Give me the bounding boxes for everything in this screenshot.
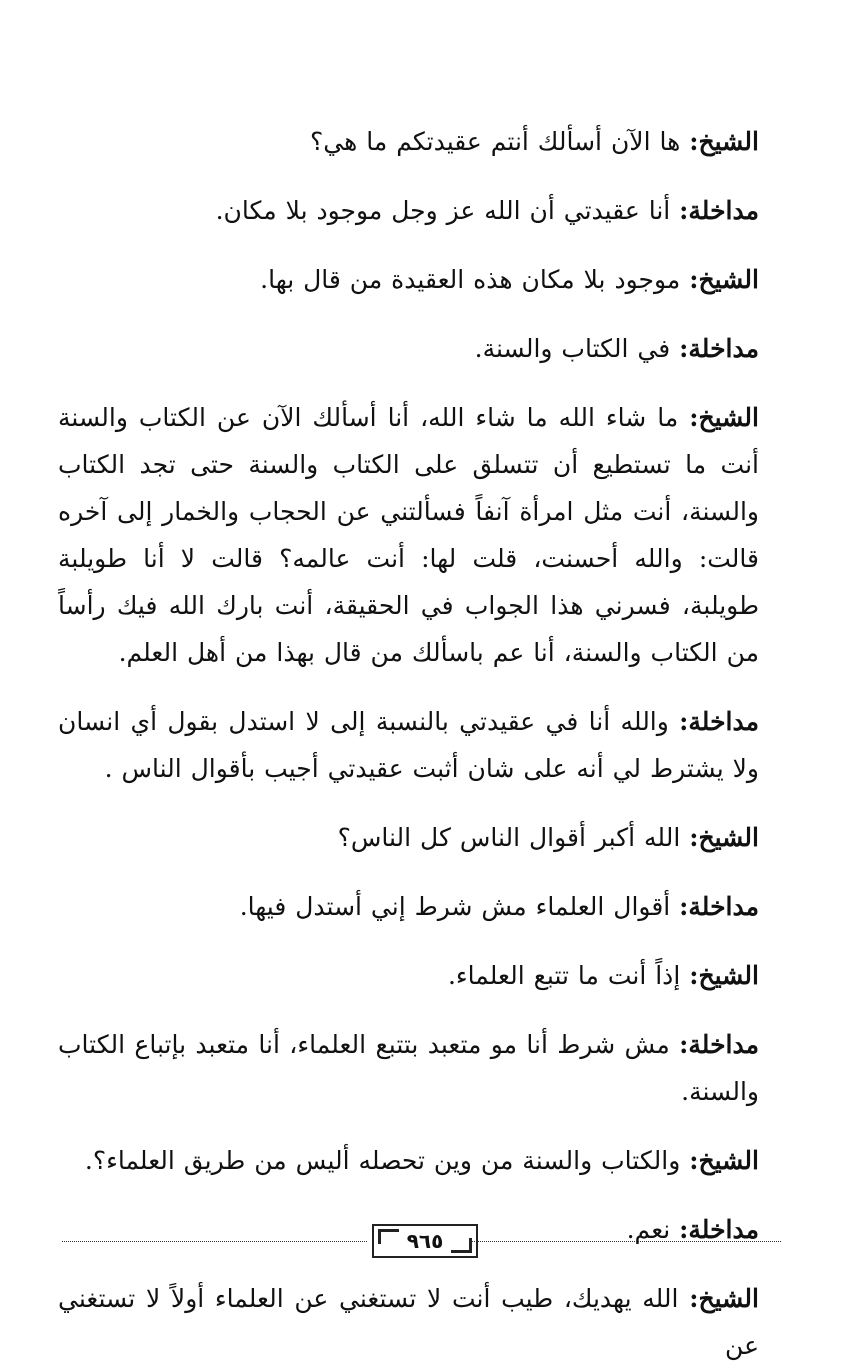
page-number: ٩٦٥ (406, 1229, 444, 1253)
speaker-label: الشيخ: (689, 1146, 759, 1175)
page-number-box (372, 1224, 478, 1258)
dialogue-paragraph (58, 1021, 759, 1115)
speech-text: الله أكبر أقوال الناس كل الناس؟ (337, 823, 690, 852)
dialogue-paragraph (58, 1137, 759, 1184)
speech-text: إذاً أنت ما تتبع العلماء. (447, 961, 690, 990)
dialogue-paragraph (58, 698, 759, 792)
dialogue-paragraph (58, 187, 759, 234)
speaker-label: مداخلة: (679, 334, 759, 363)
footer-dotted-rule-right (471, 1241, 781, 1242)
footer-dotted-rule-left (62, 1241, 367, 1242)
dialogue-paragraph (58, 952, 759, 999)
corner-ornament-icon (378, 1229, 399, 1244)
speech-text: ها الآن أسألك أنتم عقيدتكم ما هي؟ (310, 127, 690, 156)
speech-text: نعم. (626, 1215, 680, 1244)
speech-text: أنا عقيدتي أن الله عز وجل موجود بلا مكان. (215, 196, 680, 225)
speaker-label: الشيخ: (689, 403, 759, 432)
dialogue-paragraph (58, 883, 759, 930)
dialogue-paragraph (58, 814, 759, 861)
speech-text: ما شاء الله ما شاء الله، أنا أسألك الآن عن الكتاب والسنة أنت ما تستطيع أن تتسلق على الكتاب والسنة حتى تجد الكتاب والسنة، أنت مثل امرأة آنفاً فسألتني عن الحجاب والخمار إلى آخره قالت: والله أحسنت، قلت لها: أنت عالمه؟ قالت لا أنا طويلبة طويلبة، فسرني هذا الجواب في الحقيقة، أنت بارك الله فيك رأساً من الكتاب والسنة، أنا عم باسألك من قال بهذا من أهل العلم. (58, 403, 759, 667)
page-footer (62, 1222, 781, 1262)
speaker-label: مداخلة: (679, 707, 759, 736)
speaker-label: مداخلة: (679, 892, 759, 921)
speech-text: موجود بلا مكان هذه العقيدة من قال بها. (260, 265, 690, 294)
speaker-label: الشيخ: (689, 961, 759, 990)
speaker-label: مداخلة: (679, 1030, 759, 1059)
speech-text: في الكتاب والسنة. (474, 334, 680, 363)
speaker-label: مداخلة: (679, 196, 759, 225)
dialogue-text (58, 118, 759, 1369)
corner-ornament-icon (451, 1238, 472, 1253)
dialogue-paragraph (58, 256, 759, 303)
speaker-label: مداخلة: (679, 1215, 759, 1244)
speech-text: مش شرط أنا مو متعبد بتتبع العلماء، أنا متعبد بإتباع الكتاب والسنة. (58, 1030, 759, 1106)
speech-text: أقوال العلماء مش شرط إني أستدل فيها. (239, 892, 680, 921)
speech-text: والكتاب والسنة من وين تحصله أليس من طريق العلماء؟. (84, 1146, 690, 1175)
dialogue-paragraph (58, 1275, 759, 1369)
speaker-label: الشيخ: (689, 127, 759, 156)
dialogue-paragraph (58, 325, 759, 372)
speaker-label: الشيخ: (689, 265, 759, 294)
speech-text: الله يهديك، طيب أنت لا تستغني عن العلماء أولاً لا تستغني عن (58, 1284, 759, 1360)
speaker-label: الشيخ: (689, 823, 759, 852)
speaker-label: الشيخ: (689, 1284, 759, 1313)
speech-text: والله أنا في عقيدتي بالنسبة إلى لا استدل بقول أي انسان ولا يشترط لي أنه على شان أثبت عقيدتي أجيب بأقوال الناس . (58, 707, 759, 783)
dialogue-paragraph (58, 394, 759, 676)
dialogue-paragraph (58, 118, 759, 165)
